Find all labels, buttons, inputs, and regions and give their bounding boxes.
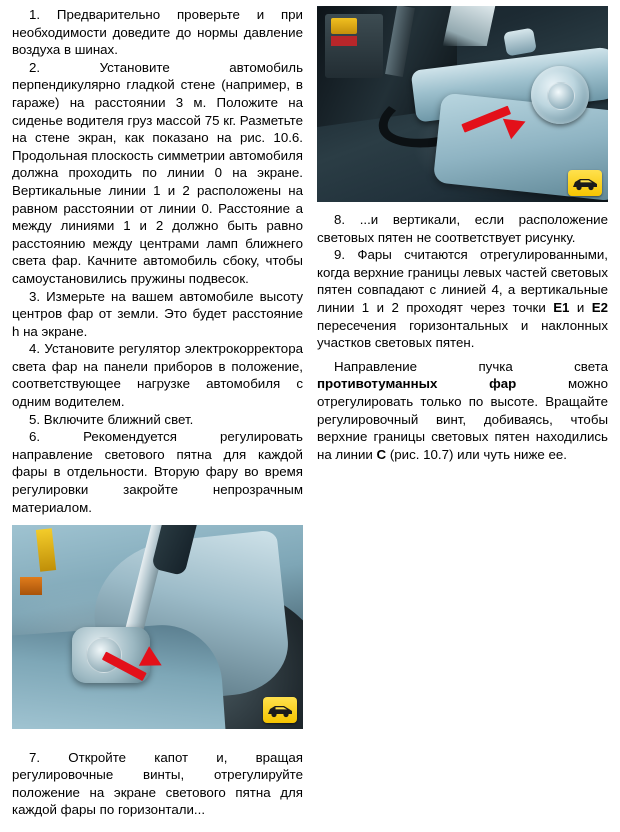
left-column: [12, 6, 303, 832]
paragraph-fog-lights: [317, 358, 608, 464]
two-column-layout: [12, 6, 610, 832]
paragraph-5: 5. Включите ближний свет.: [29, 411, 194, 427]
highlight-shape: [443, 6, 496, 46]
paragraph-6: 6. Рекомендуется регулировать направление светового пятна для каждой фары в отдельности. Вторую фару во время регулировки закройте непрозрачным материалом.: [12, 429, 303, 515]
fog-text-a: Направление пучка света: [334, 358, 608, 374]
paragraph-9: [317, 246, 608, 352]
paragraph-4: 4. Установите регулятор электрокорректора света фар на панели приборов в положение, соответствующее нагрузке автомобиля с одним водителем.: [12, 341, 303, 410]
paragraph-1: 1. Предварительно проверьте и при необходимости доведите до нормы давление воздуха в шинах.: [12, 7, 303, 58]
battery-label-red: [331, 36, 357, 46]
fog-lights-term: противотуманных фар: [317, 376, 517, 392]
battery-label-yellow: [331, 18, 357, 34]
point-label-e1: E1: [553, 299, 570, 315]
car-icon: [568, 170, 602, 196]
point-label-e2: E2: [591, 299, 608, 315]
paragraph-9-text-a: 9. Фары считаются отрегулированными, когда верхние границы левых частей световых пятен совпадают с линией 4, а вертикальные линии 1 и 2 проходят через точки: [317, 247, 608, 315]
right-column: [317, 6, 608, 463]
headlight-adjuster-wheel-arch-photo: [12, 525, 303, 729]
fog-text-b: можно отрегулировать только по высоте. Вращайте регулировочный винт, добиваясь, чтобы верхние границы световых пятен находились на линии: [317, 376, 609, 462]
engine-bay-headlight-adjuster-photo: [317, 6, 608, 202]
paragraph-2: 2. Установите автомобиль перпендикулярно гладкой стене (например, в гараже) на расстоянии 3 м. Положите на сиденье водителя груз массой 75 кг. Разметьте на стене экран, как показано на рис. 10.6. Продольная плоскость симметрии автомобиля должна проходить по линии 0 на экране. Вертикальные линии 1 и 2 расположены на равном расстоянии от линии 0. Расстояние a между линиями 1 и 2 должно быть равно расстоянию между центрами ламп ближнего света фар. Качните автомобиль сбоку, чтобы самоустановились пружины подвесок.: [12, 59, 303, 286]
paragraph-3: 3. Измерьте на вашем автомобиле высоту центров фар от земли. Это будет расстояние h на экране.: [12, 288, 303, 339]
adjuster-knob-center: [547, 82, 575, 110]
line-label-c: C: [376, 446, 387, 462]
conjunction-and: и: [569, 299, 592, 315]
paragraph-9-text-b: пересечения горизонтальных и наклонных участков световых пятен.: [317, 317, 608, 351]
paragraph-8: 8. ...и вертикали, если расположение световых пятен не соответствует рисунку.: [317, 212, 608, 245]
orange-tag-shape: [20, 577, 42, 595]
photo-caption-7: 7. Откройте капот и, вращая регулировочные винты, отрегулируйте положение на экране светового пятна для каждой фары по горизонтали...: [12, 749, 303, 818]
fog-text-c: (рис. 10.7) или чуть ниже ее.: [386, 446, 567, 462]
car-icon: [263, 697, 297, 723]
